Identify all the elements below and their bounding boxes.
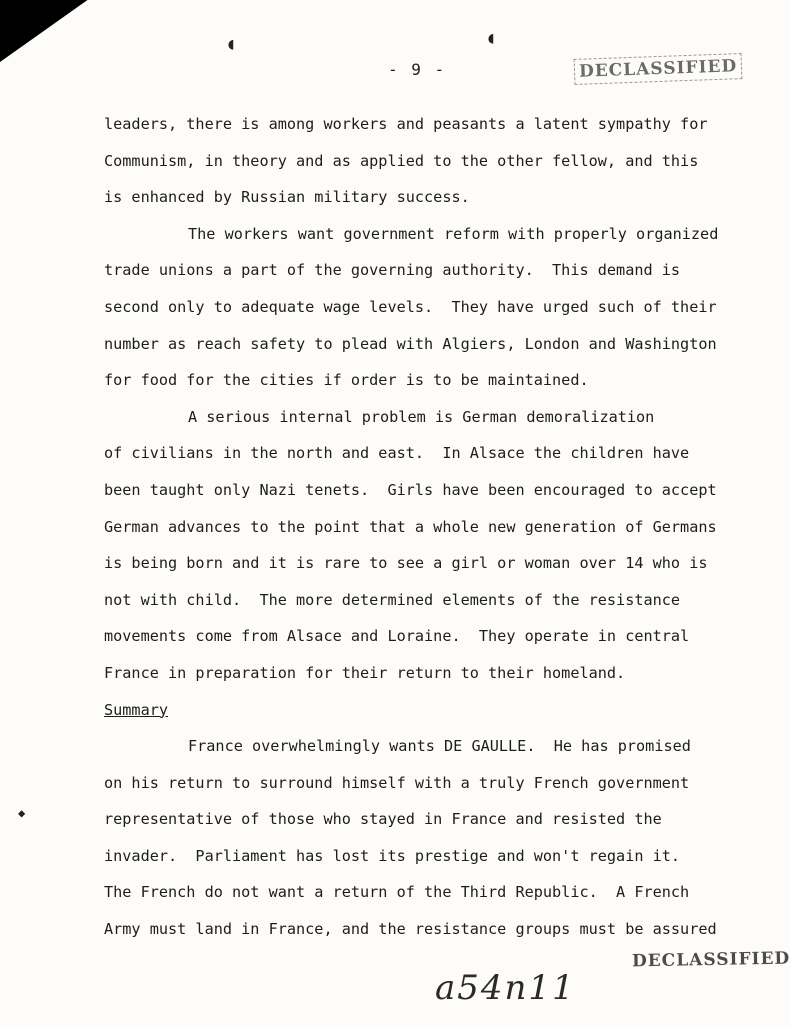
handwritten-note: a54n11 <box>435 968 576 1008</box>
body-line: leaders, there is among workers and peasants a latent sympathy for <box>104 115 708 133</box>
ink-smudge-left: ◖ <box>226 34 236 53</box>
body-line: France in preparation for their return to their homeland. <box>104 663 626 682</box>
body-line: representative of those who stayed in France and resisted the <box>104 810 662 829</box>
ink-smudge-right: ◖ <box>486 28 496 47</box>
body-line: trade unions a part of the governing authority. This demand is <box>104 261 681 280</box>
body-line: Army must land in France, and the resistance groups must be assured <box>104 920 717 939</box>
body-line: German advances to the point that a whole new generation of Germans <box>104 517 717 536</box>
corner-mark <box>0 0 135 62</box>
paragraph-start-line: The workers want government reform with properly organized <box>188 224 719 243</box>
body-line: been taught only Nazi tenets. Girls have been encouraged to accept <box>104 480 717 499</box>
declassified-stamp-bottom: DECLASSIFIED <box>631 948 790 972</box>
body-line: is being born and it is rare to see a girl or woman over 14 who is <box>104 554 708 573</box>
body-line: Communism, in theory and as applied to the other fellow, and this <box>104 151 699 170</box>
body-line: on his return to surround himself with a truly French government <box>104 773 690 792</box>
body-line: The French do not want a return of the Third Republic. A French <box>104 883 690 902</box>
paragraph-start-line: A serious internal problem is German demoralization <box>188 407 655 426</box>
body-line: is enhanced by Russian military success. <box>104 188 470 207</box>
body-line: of civilians in the north and east. In Alsace the children have <box>104 444 690 463</box>
section-heading-summary: Summary <box>104 700 169 719</box>
document-body <box>104 112 744 954</box>
body-line: movements come from Alsace and Loraine. They operate in central <box>104 627 690 646</box>
body-line: for food for the cities if order is to be maintained. <box>104 371 589 390</box>
declassified-stamp-top: DECLASSIFIED <box>574 53 743 85</box>
paragraph-start-line: France overwhelmingly wants DE GAULLE. He has promised <box>188 737 691 756</box>
body-line: second only to adequate wage levels. They have urged such of their <box>104 297 717 316</box>
body-line: invader. Parliament has lost its prestige and won't regain it. <box>104 846 681 865</box>
page-number: - 9 - <box>388 60 447 79</box>
body-line: not with child. The more determined elements of the resistance <box>104 590 681 609</box>
body-line: number as reach safety to plead with Algiers, London and Washington <box>104 334 717 353</box>
ink-smudge-margin: ◆ <box>18 806 26 820</box>
